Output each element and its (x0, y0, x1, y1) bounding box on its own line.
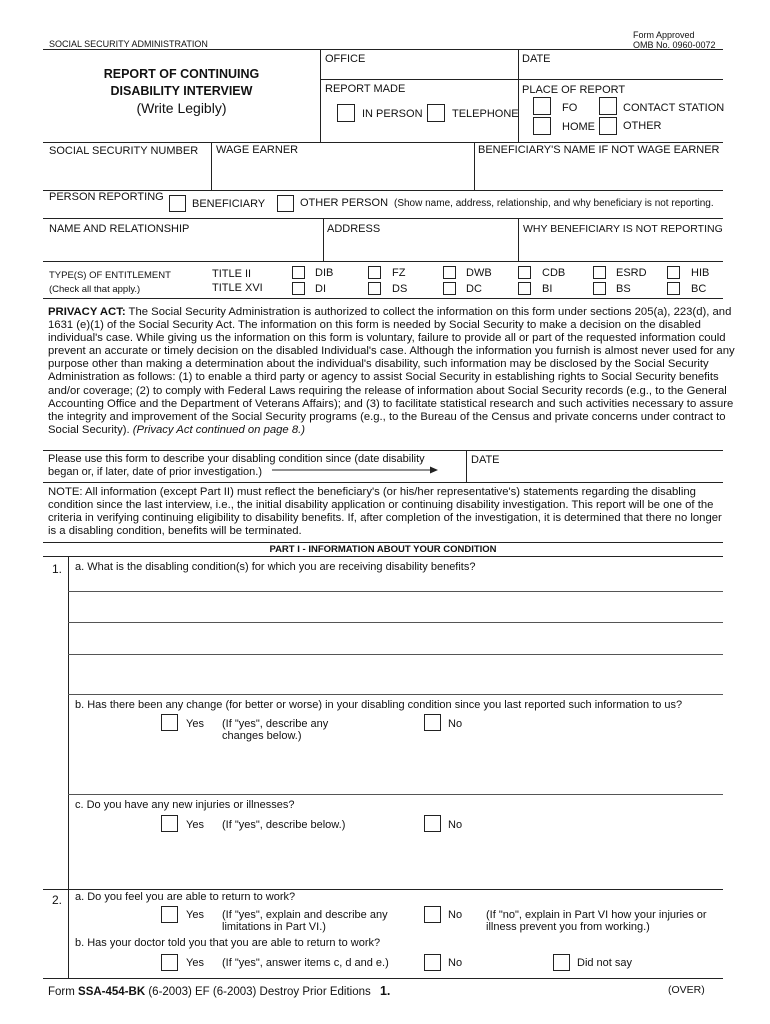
question-1a: a. What is the disabling condition(s) for which you are receiving disability benefits? (75, 561, 476, 573)
in-person-label: IN PERSON (362, 108, 423, 120)
q2b-yes-note: (If "yes", answer items c, d and e.) (222, 957, 389, 969)
answer-line[interactable] (68, 694, 723, 695)
home-label: HOME (562, 121, 595, 133)
entitlement-sublabel: (Check all that apply.) (49, 284, 141, 295)
question-2b: b. Has your doctor told you that you are able to return to work? (75, 937, 381, 949)
privacy-line: purpose other than making a determination about the individual's disability, such information may be disclosed by the Social Security (48, 358, 709, 371)
hib-label: HIB (691, 267, 710, 279)
question-1b: b. Has there been any change (for better or worse) in your disabling condition since you last reported such information to us? (75, 699, 683, 711)
bs-label: BS (616, 283, 631, 295)
other-person-checkbox[interactable] (277, 195, 294, 212)
question-1c: c. Do you have any new injuries or illnesses? (75, 799, 295, 811)
di-label: DI (315, 283, 326, 295)
cdb-label: CDB (542, 267, 566, 279)
q2a-no-checkbox[interactable] (424, 906, 441, 923)
home-checkbox[interactable] (533, 117, 551, 135)
dc-checkbox[interactable] (443, 282, 456, 295)
q1b-yes-note: changes below.) (222, 730, 302, 742)
privacy-heading: PRIVACY ACT: (48, 306, 126, 318)
q1c-yes-checkbox[interactable] (161, 815, 178, 832)
bs-checkbox[interactable] (593, 282, 606, 295)
q2b-no-checkbox[interactable] (424, 954, 441, 971)
esrd-label: ESRD (616, 267, 647, 279)
q2b-no-label: No (448, 957, 463, 969)
describe-line1: Please use this form to describe your disabling condition since (date disability (48, 453, 425, 465)
q1b-no-checkbox[interactable] (424, 714, 441, 731)
question-2a: a. Do you feel you are able to return to work? (75, 891, 296, 903)
q1c-no-checkbox[interactable] (424, 815, 441, 832)
privacy-line: individual's case. While giving us the information on this form is voluntary, failure to provide all or part of the requested information could (48, 332, 726, 345)
dib-checkbox[interactable] (292, 266, 305, 279)
question-1-number: 1. (52, 562, 63, 576)
q2b-did-not-say-checkbox[interactable] (553, 954, 570, 971)
q2a-yes-note: limitations in Part VI.) (222, 921, 326, 933)
answer-line[interactable] (68, 654, 723, 655)
in-person-checkbox[interactable] (337, 104, 355, 122)
fz-checkbox[interactable] (368, 266, 381, 279)
ds-checkbox[interactable] (368, 282, 381, 295)
bi-label: BI (542, 283, 553, 295)
write-legibly: (Write Legibly) (136, 100, 227, 116)
bi-checkbox[interactable] (518, 282, 531, 295)
q2b-yes-label: Yes (186, 957, 204, 969)
form-approved: Form Approved (633, 30, 695, 40)
address-label: ADDRESS (327, 223, 381, 235)
privacy-line: 1631 (e)(1) of the Social Security Act. The information on this form is needed by Social Security to make a decision on the disabled (48, 319, 701, 332)
privacy-act-text (48, 306, 734, 437)
ds-label: DS (392, 283, 408, 295)
other-place-label: OTHER (623, 120, 662, 132)
q2a-yes-note: (If "yes", explain and describe any (222, 909, 388, 921)
q1c-yes-label: Yes (186, 819, 204, 831)
beneficiary-checkbox[interactable] (169, 195, 186, 212)
form-footer (48, 984, 390, 998)
title-xvi-label: TITLE XVI (212, 282, 263, 294)
esrd-checkbox[interactable] (593, 266, 606, 279)
question-2-number: 2. (52, 893, 63, 907)
q1b-yes-note: (If "yes", describe any (222, 718, 329, 730)
privacy-line: Social Security). (48, 423, 133, 436)
title-ii-label: TITLE II (212, 268, 252, 280)
report-made-label: REPORT MADE (325, 83, 406, 95)
place-of-report-label: PLACE OF REPORT (522, 84, 626, 96)
name-relationship-label: NAME AND RELATIONSHIP (49, 223, 190, 235)
q2a-yes-label: Yes (186, 909, 204, 921)
omb-number: OMB No. 0960-0072 (633, 40, 716, 50)
q2a-yes-checkbox[interactable] (161, 906, 178, 923)
telephone-label: TELEPHONE (452, 108, 519, 120)
privacy-line: Administration as follows: (1) to enable a third party or agency to assist Social Security in establishing rights to Social Security benefits (48, 371, 719, 384)
over-label: (OVER) (668, 984, 705, 996)
q2b-did-not-say-label: Did not say (577, 957, 633, 969)
dib-label: DIB (315, 267, 334, 279)
contact-station-checkbox[interactable] (599, 97, 617, 115)
privacy-line: and/or coverage; (2) to comply with Federal Laws requiring the release of information about Social Security records (e.g., to the General (48, 384, 727, 397)
note-line: criteria in verifying continuing eligibility to disability benefits. If, after completion of the investigation, it is determined that there no longer (48, 512, 722, 525)
ssn-label: SOCIAL SECURITY NUMBER (49, 145, 199, 157)
form-title-line2: DISABILITY INTERVIEW (110, 84, 253, 98)
bc-label: BC (691, 283, 707, 295)
date-label: DATE (522, 53, 551, 65)
note-line: is a disabling condition, benefits will be terminated. (48, 525, 302, 538)
q1b-yes-checkbox[interactable] (161, 714, 178, 731)
office-label: OFFICE (325, 53, 366, 65)
dc-label: DC (466, 283, 482, 295)
q1b-no-label: No (448, 718, 463, 730)
beneficiary-label: BENEFICIARY (192, 198, 266, 210)
part1-heading: PART I - INFORMATION ABOUT YOUR CONDITION (269, 544, 497, 555)
page-number: 1. (379, 984, 391, 998)
privacy-continued: (Privacy Act continued on page 8.) (132, 423, 306, 436)
telephone-checkbox[interactable] (427, 104, 445, 122)
dwb-checkbox[interactable] (443, 266, 456, 279)
bc-checkbox[interactable] (667, 282, 680, 295)
describe-line2: began or, if later, date of prior investigation.) (48, 466, 263, 478)
form-prefix: Form (48, 986, 79, 998)
why-not-reporting-label: WHY BENEFICIARY IS NOT REPORTING (523, 223, 723, 235)
form-edition: (6-2003) EF (6-2003) Destroy Prior Editions (148, 986, 371, 998)
form-title-line1: REPORT OF CONTINUING (103, 67, 260, 81)
note-line: NOTE: All information (except Part II) must reflect the beneficiary's (or his/her representative's) statements regarding the disabling (48, 486, 696, 498)
q1c-no-label: No (448, 819, 463, 831)
describe-date-label: DATE (471, 454, 500, 466)
fo-label: FO (562, 102, 578, 114)
privacy-line: the integrity and improvement of the Social Security programs (e.g., to the Bureau of the Census and private concerns under contract to (48, 410, 726, 423)
arrow-right-icon (272, 465, 438, 475)
person-reporting-note: (Show name, address, relationship, and why beneficiary is not reporting. (394, 198, 714, 209)
q1b-yes-label: Yes (186, 718, 204, 730)
q2a-no-label: No (448, 909, 463, 921)
q1c-yes-note: (If "yes", describe below.) (222, 819, 346, 831)
note-line: condition since the last interview, i.e., the initial disability application or continuing disability investigation. This report will be one of the (48, 499, 714, 512)
answer-line[interactable] (68, 591, 723, 592)
entitlement-label: TYPE(S) OF ENTITLEMENT (49, 270, 171, 281)
fz-label: FZ (392, 267, 406, 279)
q2b-yes-checkbox[interactable] (161, 954, 178, 971)
fo-checkbox[interactable] (533, 97, 551, 115)
q2a-no-note: (If "no", explain in Part VI how your injuries or (486, 909, 707, 921)
dwb-label: DWB (466, 267, 492, 279)
note-text (48, 486, 728, 538)
privacy-line: prevent an accurate or timely decision on the disabled Individual's case. Although the information you furnish is almost never used for any (48, 345, 735, 358)
answer-line[interactable] (68, 622, 723, 623)
other-place-checkbox[interactable] (599, 117, 617, 135)
privacy-line: Accounting Office and the Department of Veterans Affairs); and (3) to facilitate statistical research and such activities necessary to assure (48, 397, 734, 410)
other-person-label: OTHER PERSON (300, 197, 389, 209)
contact-station-label: CONTACT STATION (623, 102, 725, 114)
q2a-no-note: illness prevent you from working.) (486, 921, 650, 933)
di-checkbox[interactable] (292, 282, 305, 295)
wage-earner-label: WAGE EARNER (216, 144, 299, 156)
person-reporting-label: PERSON REPORTING (49, 191, 164, 203)
answer-line[interactable] (68, 794, 723, 795)
agency-name: SOCIAL SECURITY ADMINISTRATION (49, 39, 208, 49)
form-id: SSA-454-BK (78, 986, 146, 998)
cdb-checkbox[interactable] (518, 266, 531, 279)
hib-checkbox[interactable] (667, 266, 680, 279)
beneficiary-name-label: BENEFICIARY'S NAME IF NOT WAGE EARNER (478, 144, 720, 156)
privacy-line: The Social Security Administration is authorized to collect the information on this form under sections 205(a), 223(d), and (125, 306, 732, 318)
